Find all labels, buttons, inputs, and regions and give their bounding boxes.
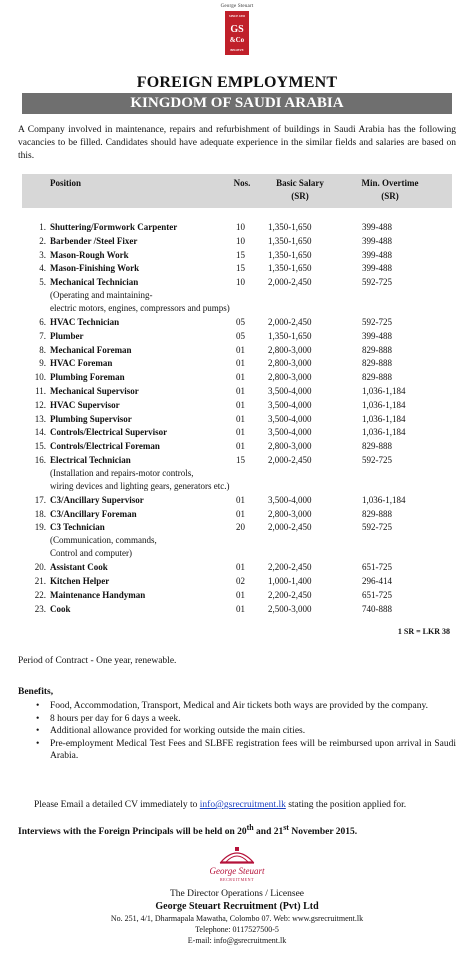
row-nos: 01 xyxy=(236,441,245,452)
row-overtime: 296-414 xyxy=(362,575,392,586)
row-overtime: 399-488 xyxy=(362,222,392,232)
row-position: Barbender /Steel Fixer xyxy=(50,235,138,246)
header-overtime-label: Min. Overtime xyxy=(361,178,419,188)
row-nos: 10 xyxy=(236,277,245,288)
row-description-line: (Communication, commands, xyxy=(50,535,157,546)
row-nos: 15 xyxy=(236,249,245,260)
row-number: 1. xyxy=(39,222,46,232)
header-nos: Nos. xyxy=(233,178,251,188)
row-salary: 2,000-2,450 xyxy=(268,522,312,533)
row-overtime: 592-725 xyxy=(362,454,392,465)
header-overtime xyxy=(348,177,432,203)
country-banner: KINGDOM OF SAUDI ARABIA xyxy=(22,93,452,114)
footer-telephone: Telephone: 0117527500-5 xyxy=(195,925,279,934)
row-salary: 2,000-2,450 xyxy=(268,454,312,465)
row-overtime: 399-488 xyxy=(362,330,392,341)
row-nos: 01 xyxy=(236,344,245,355)
row-overtime: 1,036-1,184 xyxy=(362,399,406,410)
row-number: 6. xyxy=(39,316,46,327)
row-position: Mechanical Foreman xyxy=(50,344,132,355)
row-salary: 1,350-1,650 xyxy=(268,263,312,274)
row-overtime: 399-488 xyxy=(362,249,392,260)
row-salary: 1,350-1,650 xyxy=(268,235,312,246)
logo-co: &Co xyxy=(229,36,245,44)
row-overtime: 592-725 xyxy=(362,522,392,533)
row-position: C3 Technician xyxy=(50,522,105,533)
contact-footer xyxy=(0,888,474,946)
table-row xyxy=(22,344,452,357)
row-description-line: electric motors, engines, compressors and pumps) xyxy=(50,303,230,314)
row-description-line: wiring devices and lighting gears, generators etc.) xyxy=(50,480,230,491)
table-row xyxy=(22,603,452,616)
row-salary: 3,500-4,000 xyxy=(268,385,312,396)
row-salary: 2,200-2,450 xyxy=(268,562,312,573)
row-nos: 01 xyxy=(236,413,245,424)
row-nos: 05 xyxy=(236,330,245,341)
row-position: Plumbing Foreman xyxy=(50,372,125,383)
row-number: 21. xyxy=(34,575,46,586)
row-nos: 01 xyxy=(236,494,245,505)
row-number: 11. xyxy=(35,385,46,396)
row-position: Assistant Cook xyxy=(50,562,108,573)
interview-notice xyxy=(18,823,357,837)
row-number: 16. xyxy=(34,454,46,465)
row-overtime: 592-725 xyxy=(362,277,392,288)
row-overtime: 651-725 xyxy=(362,562,392,573)
row-position: HVAC Foreman xyxy=(50,358,113,369)
row-number: 2. xyxy=(39,235,46,246)
row-description-line: (Operating and maintaining- xyxy=(50,290,153,301)
row-description-line: (Installation and repairs-motor controls, xyxy=(50,467,194,478)
vacancy-table xyxy=(22,221,452,616)
row-salary: 2,500-3,000 xyxy=(268,603,312,614)
company-logo xyxy=(0,4,474,55)
table-row xyxy=(22,371,452,384)
apply-text-before: Please Email a detailed CV immediately to xyxy=(34,800,200,810)
row-nos: 01 xyxy=(236,427,245,438)
row-position: Maintenance Handyman xyxy=(50,589,146,600)
row-nos: 15 xyxy=(236,263,245,274)
row-overtime: 829-888 xyxy=(362,508,392,519)
row-number: 13. xyxy=(34,413,46,424)
row-salary: 3,500-4,000 xyxy=(268,427,312,438)
table-row xyxy=(22,561,452,574)
row-salary: 2,000-2,450 xyxy=(268,316,312,327)
logo-emblem xyxy=(225,11,249,55)
row-overtime: 399-488 xyxy=(362,263,392,274)
row-salary: 1,350-1,650 xyxy=(268,249,312,260)
row-nos: 01 xyxy=(236,399,245,410)
row-nos: 01 xyxy=(236,372,245,383)
logo-since: SINCE 1835 xyxy=(229,14,245,18)
table-row xyxy=(22,454,452,493)
header-salary-label: Basic Salary xyxy=(276,178,324,188)
row-position: Controls/Electrical Foreman xyxy=(50,441,160,452)
header-position: Position xyxy=(50,178,82,188)
row-salary: 3,500-4,000 xyxy=(268,494,312,505)
row-position: Kitchen Helper xyxy=(50,575,110,586)
row-position: Electrical Technician xyxy=(50,454,131,465)
row-overtime: 1,036-1,184 xyxy=(362,413,406,424)
row-salary: 1,350-1,650 xyxy=(268,222,312,232)
row-number: 10. xyxy=(34,372,46,383)
table-row xyxy=(22,221,452,234)
row-position: Plumbing Supervisor xyxy=(50,413,132,424)
row-salary: 2,800-3,000 xyxy=(268,344,312,355)
row-nos: 05 xyxy=(236,316,245,327)
interview-text-1: Interviews with the Foreign Principals will be held on 20 xyxy=(18,827,247,838)
page-title: FOREIGN EMPLOYMENT xyxy=(136,74,338,91)
row-overtime: 1,036-1,184 xyxy=(362,385,406,396)
row-nos: 10 xyxy=(236,235,245,246)
row-position: C3/Ancillary Supervisor xyxy=(50,494,144,505)
row-salary: 1,000-1,400 xyxy=(268,575,312,586)
footer-email: E-mail: info@gsrecruitment.lk xyxy=(187,936,287,945)
bottom-brand-name: George Steuart xyxy=(209,866,265,876)
row-position: Mason-Rough Work xyxy=(50,249,129,260)
row-overtime: 829-888 xyxy=(362,441,392,452)
row-salary: 2,800-3,000 xyxy=(268,508,312,519)
contract-period: Period of Contract - One year, renewable. xyxy=(18,656,177,666)
crest-icon xyxy=(218,842,256,866)
row-nos: 01 xyxy=(236,385,245,396)
row-number: 5. xyxy=(39,277,46,288)
row-nos: 01 xyxy=(236,603,245,614)
interview-sup-1: th xyxy=(246,823,254,832)
table-row xyxy=(22,330,452,343)
row-position: Mechanical Technician xyxy=(50,277,139,288)
row-number: 22. xyxy=(34,589,46,600)
row-overtime: 829-888 xyxy=(362,358,392,369)
row-number: 18. xyxy=(34,508,46,519)
vacancy-table-header xyxy=(22,174,452,208)
row-salary: 3,500-4,000 xyxy=(268,413,312,424)
row-overtime: 1,036-1,184 xyxy=(362,427,406,438)
row-number: 12. xyxy=(34,399,46,410)
row-salary: 2,000-2,450 xyxy=(268,277,312,288)
row-number: 19. xyxy=(34,522,46,533)
row-position: HVAC Technician xyxy=(50,316,120,327)
email-link[interactable]: info@gsrecruitment.lk xyxy=(199,800,286,810)
row-number: 20. xyxy=(34,562,46,573)
table-row xyxy=(22,262,452,275)
exchange-rate: 1 SR = LKR 38 xyxy=(397,627,450,636)
table-row xyxy=(22,399,452,412)
benefit-item: • Additional allowance provided for working outside the main cities. xyxy=(36,725,456,738)
row-number: 23. xyxy=(34,603,46,614)
row-overtime: 829-888 xyxy=(362,344,392,355)
benefits-list xyxy=(36,700,456,763)
benefit-item: • Food, Accommodation, Transport, Medical and Air tickets both ways are provided by the company. xyxy=(36,700,456,713)
header-salary-unit: (SR) xyxy=(291,191,309,201)
row-position: Mechanical Supervisor xyxy=(50,385,139,396)
table-row xyxy=(22,235,452,248)
footer-company: George Steuart Recruitment (Pvt) Ltd xyxy=(155,901,319,912)
row-number: 7. xyxy=(39,330,46,341)
row-salary: 1,350-1,650 xyxy=(268,330,312,341)
row-number: 17. xyxy=(34,494,46,505)
logo-tag: BELIEVE xyxy=(230,48,244,52)
logo-gs: GS xyxy=(230,24,244,35)
row-nos: 01 xyxy=(236,589,245,600)
table-row xyxy=(22,385,452,398)
row-overtime: 1,036-1,184 xyxy=(362,494,406,505)
table-row xyxy=(22,508,452,521)
row-nos: 10 xyxy=(236,222,245,232)
table-row xyxy=(22,249,452,262)
row-salary: 2,200-2,450 xyxy=(268,589,312,600)
header-overtime-unit: (SR) xyxy=(381,191,399,201)
row-number: 4. xyxy=(39,263,46,274)
row-nos: 01 xyxy=(236,358,245,369)
row-nos: 20 xyxy=(236,522,245,533)
benefits-heading: Benefits, xyxy=(18,687,54,697)
row-position: Shuttering/Formwork Carpenter xyxy=(50,222,178,232)
row-nos: 02 xyxy=(236,575,245,586)
row-position: Plumber xyxy=(50,330,84,341)
interview-sup-2: st xyxy=(283,823,289,832)
row-description-line: Control and computer) xyxy=(50,548,132,559)
row-salary: 3,500-4,000 xyxy=(268,399,312,410)
apply-instructions xyxy=(34,800,454,810)
table-row xyxy=(22,413,452,426)
row-position: Controls/Electrical Supervisor xyxy=(50,427,168,438)
benefit-item: • Pre-employment Medical Test Fees and SLBFE registration fees will be reimbursed upon arrival in Saudi Arabia. xyxy=(36,738,456,763)
benefit-item: • 8 hours per day for 6 days a week. xyxy=(36,713,456,726)
row-number: 3. xyxy=(39,249,46,260)
table-row xyxy=(22,575,452,588)
footer-licensee: The Director Operations / Licensee xyxy=(170,889,304,899)
logo-brand-text: George Steuart xyxy=(220,4,254,9)
row-salary: 2,800-3,000 xyxy=(268,372,312,383)
row-overtime: 829-888 xyxy=(362,372,392,383)
row-number: 8. xyxy=(39,344,46,355)
apply-text-after: stating the position applied for. xyxy=(285,800,407,810)
row-overtime: 592-725 xyxy=(362,316,392,327)
row-number: 9. xyxy=(39,358,46,369)
header-salary xyxy=(268,177,332,203)
row-nos: 15 xyxy=(236,454,245,465)
row-nos: 01 xyxy=(236,508,245,519)
row-nos: 01 xyxy=(236,562,245,573)
row-position: Mason-Finishing Work xyxy=(50,263,140,274)
row-number: 14. xyxy=(34,427,46,438)
table-row xyxy=(22,589,452,602)
row-position: HVAC Supervisor xyxy=(50,399,120,410)
table-row xyxy=(22,276,452,315)
table-row xyxy=(22,521,452,560)
table-row xyxy=(22,357,452,370)
row-position: C3/Ancillary Foreman xyxy=(50,508,137,519)
row-number: 15. xyxy=(34,441,46,452)
row-overtime: 651-725 xyxy=(362,589,392,600)
bottom-brand-sub: RECRUITMENT xyxy=(220,877,254,882)
interview-text-2: and 21 xyxy=(253,827,284,838)
footer-address: No. 251, 4/1, Dharmapala Mawatha, Colombo 07. Web: www.gsrecruitment.lk xyxy=(110,914,364,923)
table-row xyxy=(22,494,452,507)
row-overtime: 399-488 xyxy=(362,235,392,246)
row-salary: 2,800-3,000 xyxy=(268,441,312,452)
row-position: Cook xyxy=(50,603,71,614)
interview-text-3: November 2015. xyxy=(288,827,358,838)
table-row xyxy=(22,426,452,439)
table-row xyxy=(22,316,452,329)
table-row xyxy=(22,440,452,453)
row-salary: 2,800-3,000 xyxy=(268,358,312,369)
row-overtime: 740-888 xyxy=(362,603,392,614)
intro-paragraph: A Company involved in maintenance, repairs and refurbishment of buildings in Saudi Arabia has the following vacancies to be filled. Candidates should have adequate experience in the similar fields and salaries are based on this. xyxy=(18,125,456,161)
